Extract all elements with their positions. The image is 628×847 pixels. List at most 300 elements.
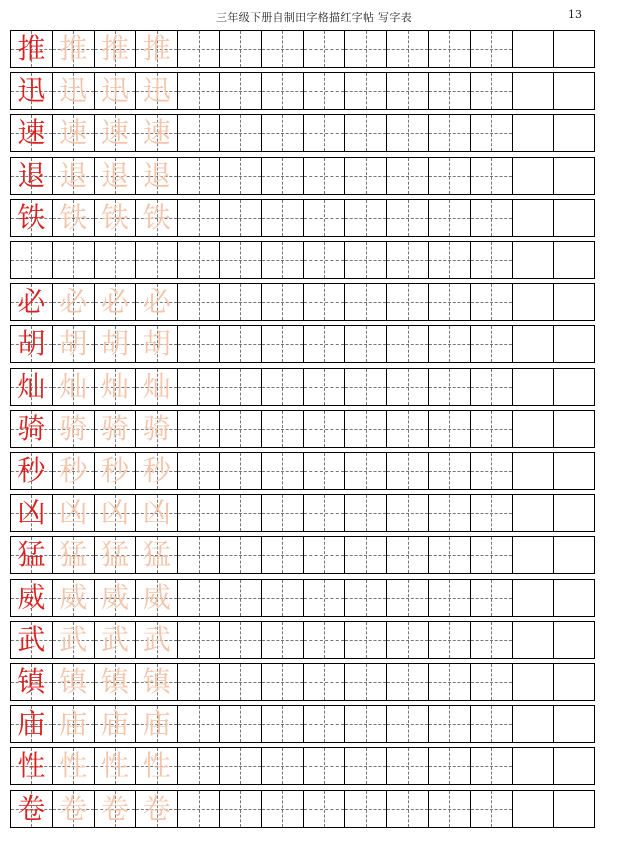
tian-grid-cell[interactable]	[95, 580, 137, 616]
tian-grid-cell[interactable]	[11, 31, 53, 67]
tian-grid-cell[interactable]	[220, 664, 262, 700]
tian-grid-cell[interactable]	[471, 200, 513, 236]
blank-cell[interactable]	[554, 664, 596, 700]
tian-grid-cell[interactable]	[220, 158, 262, 194]
tian-grid-cell[interactable]	[178, 495, 220, 531]
guide-line-vertical	[324, 31, 325, 67]
tian-grid-cell[interactable]	[345, 791, 387, 827]
guide-line-vertical	[408, 73, 409, 109]
blank-cell[interactable]	[513, 706, 555, 742]
tian-grid-cell[interactable]	[53, 242, 95, 278]
tian-grid-cell[interactable]	[387, 284, 429, 320]
tian-grid-cell[interactable]	[345, 369, 387, 405]
tian-grid-cell[interactable]	[220, 537, 262, 573]
tian-grid-cell[interactable]	[429, 284, 471, 320]
tian-grid-cell[interactable]	[11, 748, 53, 784]
blank-cell[interactable]	[554, 453, 596, 489]
tian-grid-cell[interactable]	[178, 242, 220, 278]
tian-grid-cell[interactable]	[387, 664, 429, 700]
blank-cell[interactable]	[554, 495, 596, 531]
blank-cell[interactable]	[513, 664, 555, 700]
tian-grid-cell[interactable]	[471, 580, 513, 616]
tian-grid-cell[interactable]	[95, 622, 137, 658]
tian-grid-cell[interactable]	[11, 622, 53, 658]
tian-grid-cell[interactable]	[262, 242, 304, 278]
tian-grid-cell[interactable]	[262, 158, 304, 194]
guide-line-vertical	[366, 284, 367, 320]
tian-grid-cell[interactable]	[220, 791, 262, 827]
tian-grid-cell[interactable]	[95, 453, 137, 489]
tian-grid-cell[interactable]	[136, 31, 178, 67]
tian-grid-cell[interactable]	[304, 284, 346, 320]
tian-grid-cell[interactable]	[387, 791, 429, 827]
tian-grid-cell[interactable]	[429, 73, 471, 109]
guide-line-horizontal	[429, 387, 470, 388]
tian-grid-cell[interactable]	[304, 791, 346, 827]
tian-grid-cell[interactable]	[304, 748, 346, 784]
tian-grid-cell[interactable]	[11, 115, 53, 151]
tian-grid-cell[interactable]	[136, 622, 178, 658]
model-character: 骑	[17, 411, 46, 445]
tian-grid-cell[interactable]	[136, 369, 178, 405]
tian-grid-cell[interactable]	[429, 537, 471, 573]
tian-grid-cell[interactable]	[53, 73, 95, 109]
tian-grid-cell[interactable]	[220, 622, 262, 658]
tian-grid-cell[interactable]	[471, 664, 513, 700]
tian-grid-cell[interactable]	[304, 115, 346, 151]
blank-cell[interactable]	[513, 369, 555, 405]
tian-grid-cell[interactable]	[429, 664, 471, 700]
tian-grid-cell[interactable]	[220, 706, 262, 742]
tian-grid-cell[interactable]	[262, 326, 304, 362]
tian-grid-cell[interactable]	[304, 326, 346, 362]
tian-grid-cell[interactable]	[262, 664, 304, 700]
blank-cell[interactable]	[513, 748, 555, 784]
tian-grid-cell[interactable]	[429, 158, 471, 194]
blank-cell[interactable]	[554, 31, 596, 67]
tian-grid-cell[interactable]	[136, 580, 178, 616]
tian-grid-cell[interactable]	[304, 580, 346, 616]
blank-cell[interactable]	[554, 73, 596, 109]
tian-grid-cell[interactable]	[178, 537, 220, 573]
blank-cell[interactable]	[513, 580, 555, 616]
blank-cell[interactable]	[554, 706, 596, 742]
blank-cell[interactable]	[554, 158, 596, 194]
tian-grid-cell[interactable]	[345, 242, 387, 278]
tian-grid-cell[interactable]	[220, 200, 262, 236]
tian-grid-cell[interactable]	[11, 706, 53, 742]
tian-grid-cell[interactable]	[53, 537, 95, 573]
tian-grid-cell[interactable]	[429, 369, 471, 405]
tian-grid-cell[interactable]	[304, 495, 346, 531]
tian-grid-cell[interactable]	[178, 664, 220, 700]
tian-grid-cell[interactable]	[53, 495, 95, 531]
blank-cell[interactable]	[554, 411, 596, 447]
tian-grid-cell[interactable]	[262, 791, 304, 827]
tian-grid-cell[interactable]	[387, 411, 429, 447]
tian-grid-cell[interactable]	[178, 580, 220, 616]
tian-grid-cell[interactable]	[262, 115, 304, 151]
trace-character: 推	[142, 32, 171, 65]
tian-grid-cell[interactable]	[11, 73, 53, 109]
tian-grid-cell[interactable]	[345, 580, 387, 616]
tian-grid-cell[interactable]	[220, 453, 262, 489]
tian-grid-cell[interactable]	[178, 369, 220, 405]
tian-grid-cell[interactable]	[304, 158, 346, 194]
tian-grid-cell[interactable]	[304, 664, 346, 700]
guide-line-vertical	[324, 242, 325, 278]
guide-line-horizontal	[304, 555, 345, 556]
tian-grid-cell[interactable]	[345, 706, 387, 742]
tian-grid-cell[interactable]	[53, 284, 95, 320]
guide-line-horizontal	[304, 640, 345, 641]
tian-grid-cell[interactable]	[471, 31, 513, 67]
tian-grid-cell[interactable]	[262, 580, 304, 616]
blank-cell[interactable]	[513, 453, 555, 489]
tian-grid-cell[interactable]	[53, 369, 95, 405]
tian-grid-cell[interactable]	[471, 326, 513, 362]
tian-grid-cell[interactable]	[345, 284, 387, 320]
tian-grid-cell[interactable]	[95, 158, 137, 194]
tian-grid-cell[interactable]	[429, 622, 471, 658]
tian-grid-cell[interactable]	[95, 200, 137, 236]
tian-grid-cell[interactable]	[53, 622, 95, 658]
tian-grid-cell[interactable]	[11, 326, 53, 362]
tian-grid-cell[interactable]	[220, 411, 262, 447]
tian-grid-cell[interactable]	[471, 706, 513, 742]
tian-grid-cell[interactable]	[136, 453, 178, 489]
tian-grid-cell[interactable]	[429, 495, 471, 531]
tian-grid-cell[interactable]	[136, 495, 178, 531]
tian-grid-cell[interactable]	[136, 791, 178, 827]
tian-grid-cell[interactable]	[178, 158, 220, 194]
guide-line-horizontal	[345, 133, 386, 134]
guide-line-vertical	[449, 664, 450, 700]
tian-grid-cell[interactable]	[345, 748, 387, 784]
tian-grid-cell[interactable]	[95, 31, 137, 67]
tian-grid-cell[interactable]	[387, 622, 429, 658]
tian-grid-cell[interactable]	[53, 580, 95, 616]
practice-row	[10, 30, 595, 68]
blank-cell[interactable]	[513, 791, 555, 827]
tian-grid-cell[interactable]	[429, 242, 471, 278]
tian-grid-cell[interactable]	[136, 200, 178, 236]
tian-grid-cell[interactable]	[53, 706, 95, 742]
tian-grid-cell[interactable]	[53, 453, 95, 489]
guide-line-vertical	[199, 411, 200, 447]
tian-grid-cell[interactable]	[11, 495, 53, 531]
tian-grid-cell[interactable]	[387, 580, 429, 616]
guide-line-vertical	[366, 158, 367, 194]
guide-line-horizontal	[304, 133, 345, 134]
tian-grid-cell[interactable]	[178, 326, 220, 362]
tian-grid-cell[interactable]	[429, 31, 471, 67]
guide-line-vertical	[199, 242, 200, 278]
tian-grid-cell[interactable]	[262, 200, 304, 236]
blank-cell[interactable]	[554, 622, 596, 658]
tian-grid-cell[interactable]	[136, 748, 178, 784]
blank-cell[interactable]	[554, 326, 596, 362]
tian-grid-cell[interactable]	[95, 73, 137, 109]
tian-grid-cell[interactable]	[387, 495, 429, 531]
tian-grid-cell[interactable]	[471, 284, 513, 320]
tian-grid-cell[interactable]	[178, 453, 220, 489]
tian-grid-cell[interactable]	[11, 537, 53, 573]
tian-grid-cell[interactable]	[304, 73, 346, 109]
tian-grid-cell[interactable]	[95, 284, 137, 320]
tian-grid-cell[interactable]	[345, 158, 387, 194]
model-character: 灿	[17, 369, 46, 403]
tian-grid-cell[interactable]	[220, 369, 262, 405]
tian-grid-cell[interactable]	[345, 664, 387, 700]
tian-grid-cell[interactable]	[95, 326, 137, 362]
tian-grid-cell[interactable]	[136, 664, 178, 700]
blank-cell[interactable]	[554, 537, 596, 573]
tian-grid-cell[interactable]	[178, 73, 220, 109]
tian-grid-cell[interactable]	[262, 284, 304, 320]
tian-grid-cell[interactable]	[11, 580, 53, 616]
guide-line-vertical	[491, 748, 492, 784]
guide-line-vertical	[324, 580, 325, 616]
blank-cell[interactable]	[513, 73, 555, 109]
tian-grid-cell[interactable]	[471, 73, 513, 109]
tian-grid-cell[interactable]	[53, 200, 95, 236]
tian-grid-cell[interactable]	[11, 158, 53, 194]
blank-cell[interactable]	[554, 284, 596, 320]
tian-grid-cell[interactable]	[95, 791, 137, 827]
tian-grid-cell[interactable]	[53, 326, 95, 362]
tian-grid-cell[interactable]	[262, 748, 304, 784]
tian-grid-cell[interactable]	[136, 284, 178, 320]
tian-grid-cell[interactable]	[387, 242, 429, 278]
tian-grid-cell[interactable]	[11, 369, 53, 405]
tian-grid-cell[interactable]	[136, 115, 178, 151]
guide-line-vertical	[282, 115, 283, 151]
tian-grid-cell[interactable]	[136, 242, 178, 278]
blank-cell[interactable]	[554, 200, 596, 236]
tian-grid-cell[interactable]	[387, 537, 429, 573]
tian-grid-cell[interactable]	[136, 158, 178, 194]
tian-grid-cell[interactable]	[429, 580, 471, 616]
blank-cell[interactable]	[513, 622, 555, 658]
tian-grid-cell[interactable]	[387, 706, 429, 742]
blank-cell[interactable]	[554, 115, 596, 151]
tian-grid-cell[interactable]	[178, 284, 220, 320]
tian-grid-cell[interactable]	[471, 115, 513, 151]
trace-character: 退	[100, 158, 129, 192]
tian-grid-cell[interactable]	[345, 537, 387, 573]
tian-grid-cell[interactable]	[95, 115, 137, 151]
tian-grid-cell[interactable]	[262, 622, 304, 658]
tian-grid-cell[interactable]	[387, 158, 429, 194]
tian-grid-cell[interactable]	[429, 748, 471, 784]
tian-grid-cell[interactable]	[178, 31, 220, 67]
tian-grid-cell[interactable]	[304, 242, 346, 278]
tian-grid-cell[interactable]	[220, 326, 262, 362]
tian-grid-cell[interactable]	[262, 73, 304, 109]
blank-cell[interactable]	[513, 31, 555, 67]
tian-grid-cell[interactable]	[262, 453, 304, 489]
tian-grid-cell[interactable]	[345, 453, 387, 489]
tian-grid-cell[interactable]	[136, 537, 178, 573]
tian-grid-cell[interactable]	[53, 115, 95, 151]
blank-cell[interactable]	[554, 791, 596, 827]
tian-grid-cell[interactable]	[11, 411, 53, 447]
tian-grid-cell[interactable]	[136, 73, 178, 109]
guide-line-vertical	[282, 200, 283, 236]
tian-grid-cell[interactable]	[178, 706, 220, 742]
guide-line-horizontal	[387, 260, 428, 261]
tian-grid-cell[interactable]	[345, 411, 387, 447]
blank-cell[interactable]	[513, 242, 555, 278]
tian-grid-cell[interactable]	[304, 31, 346, 67]
tian-grid-cell[interactable]	[95, 495, 137, 531]
tian-grid-cell[interactable]	[304, 453, 346, 489]
blank-cell[interactable]	[513, 495, 555, 531]
tian-grid-cell[interactable]	[304, 537, 346, 573]
tian-grid-cell[interactable]	[53, 411, 95, 447]
tian-grid-cell[interactable]	[53, 31, 95, 67]
tian-grid-cell[interactable]	[387, 115, 429, 151]
tian-grid-cell[interactable]	[136, 706, 178, 742]
tian-grid-cell[interactable]	[471, 158, 513, 194]
tian-grid-cell[interactable]	[387, 369, 429, 405]
blank-cell[interactable]	[554, 242, 596, 278]
tian-grid-cell[interactable]	[53, 664, 95, 700]
tian-grid-cell[interactable]	[95, 537, 137, 573]
tian-grid-cell[interactable]	[262, 31, 304, 67]
practice-row	[10, 452, 595, 490]
tian-grid-cell[interactable]	[95, 706, 137, 742]
tian-grid-cell[interactable]	[304, 622, 346, 658]
tian-grid-cell[interactable]	[387, 326, 429, 362]
tian-grid-cell[interactable]	[178, 622, 220, 658]
blank-cell[interactable]	[513, 158, 555, 194]
guide-line-horizontal	[387, 429, 428, 430]
model-character: 武	[17, 622, 46, 656]
tian-grid-cell[interactable]	[220, 284, 262, 320]
blank-cell[interactable]	[513, 411, 555, 447]
tian-grid-cell[interactable]	[471, 369, 513, 405]
tian-grid-cell[interactable]	[429, 200, 471, 236]
tian-grid-cell[interactable]	[95, 664, 137, 700]
tian-grid-cell[interactable]	[471, 453, 513, 489]
tian-grid-cell[interactable]	[471, 622, 513, 658]
blank-cell[interactable]	[513, 200, 555, 236]
tian-grid-cell[interactable]	[136, 326, 178, 362]
tian-grid-cell[interactable]	[220, 580, 262, 616]
guide-line-horizontal	[471, 302, 512, 303]
tian-grid-cell[interactable]	[304, 200, 346, 236]
tian-grid-cell[interactable]	[178, 115, 220, 151]
guide-line-horizontal	[178, 176, 219, 177]
guide-line-vertical	[366, 369, 367, 405]
tian-grid-cell[interactable]	[136, 411, 178, 447]
tian-grid-cell[interactable]	[178, 791, 220, 827]
tian-grid-cell[interactable]	[220, 31, 262, 67]
tian-grid-cell[interactable]	[345, 622, 387, 658]
tian-grid-cell[interactable]	[387, 200, 429, 236]
tian-grid-cell[interactable]	[178, 748, 220, 784]
tian-grid-cell[interactable]	[471, 495, 513, 531]
tian-grid-cell[interactable]	[429, 791, 471, 827]
tian-grid-cell[interactable]	[387, 73, 429, 109]
tian-grid-cell[interactable]	[429, 706, 471, 742]
tian-grid-cell[interactable]	[345, 495, 387, 531]
tian-grid-cell[interactable]	[11, 791, 53, 827]
tian-grid-cell[interactable]	[304, 411, 346, 447]
tian-grid-cell[interactable]	[429, 326, 471, 362]
tian-grid-cell[interactable]	[220, 242, 262, 278]
tian-grid-cell[interactable]	[11, 284, 53, 320]
blank-cell[interactable]	[513, 115, 555, 151]
tian-grid-cell[interactable]	[95, 242, 137, 278]
tian-grid-cell[interactable]	[387, 31, 429, 67]
tian-grid-cell[interactable]	[471, 537, 513, 573]
tian-grid-cell[interactable]	[471, 748, 513, 784]
guide-line-vertical	[240, 242, 241, 278]
tian-grid-cell[interactable]	[345, 31, 387, 67]
tian-grid-cell[interactable]	[220, 115, 262, 151]
tian-grid-cell[interactable]	[304, 706, 346, 742]
blank-cell[interactable]	[513, 326, 555, 362]
guide-line-vertical	[449, 791, 450, 827]
tian-grid-cell[interactable]	[11, 664, 53, 700]
tian-grid-cell[interactable]	[429, 115, 471, 151]
tian-grid-cell[interactable]	[11, 242, 53, 278]
tian-grid-cell[interactable]	[471, 791, 513, 827]
tian-grid-cell[interactable]	[220, 73, 262, 109]
tian-grid-cell[interactable]	[95, 748, 137, 784]
guide-line-horizontal	[429, 176, 470, 177]
blank-cell[interactable]	[513, 284, 555, 320]
tian-grid-cell[interactable]	[345, 200, 387, 236]
tian-grid-cell[interactable]	[220, 495, 262, 531]
tian-grid-cell[interactable]	[345, 73, 387, 109]
tian-grid-cell[interactable]	[345, 115, 387, 151]
tian-grid-cell[interactable]	[262, 369, 304, 405]
tian-grid-cell[interactable]	[53, 158, 95, 194]
tian-grid-cell[interactable]	[220, 748, 262, 784]
guide-line-horizontal	[471, 555, 512, 556]
tian-grid-cell[interactable]	[95, 369, 137, 405]
blank-cell[interactable]	[554, 580, 596, 616]
tian-grid-cell[interactable]	[387, 453, 429, 489]
tian-grid-cell[interactable]	[345, 326, 387, 362]
tian-grid-cell[interactable]	[471, 411, 513, 447]
tian-grid-cell[interactable]	[95, 411, 137, 447]
blank-cell[interactable]	[554, 748, 596, 784]
tian-grid-cell[interactable]	[178, 200, 220, 236]
tian-grid-cell[interactable]	[387, 748, 429, 784]
blank-cell[interactable]	[513, 537, 555, 573]
tian-grid-cell[interactable]	[262, 706, 304, 742]
tian-grid-cell[interactable]	[304, 369, 346, 405]
tian-grid-cell[interactable]	[11, 200, 53, 236]
blank-cell[interactable]	[554, 369, 596, 405]
tian-grid-cell[interactable]	[429, 411, 471, 447]
tian-grid-cell[interactable]	[262, 495, 304, 531]
tian-grid-cell[interactable]	[11, 453, 53, 489]
tian-grid-cell[interactable]	[262, 411, 304, 447]
guide-line-vertical	[408, 664, 409, 700]
tian-grid-cell[interactable]	[53, 748, 95, 784]
tian-grid-cell[interactable]	[178, 411, 220, 447]
tian-grid-cell[interactable]	[262, 537, 304, 573]
tian-grid-cell[interactable]	[471, 242, 513, 278]
tian-grid-cell[interactable]	[53, 791, 95, 827]
tian-grid-cell[interactable]	[429, 453, 471, 489]
